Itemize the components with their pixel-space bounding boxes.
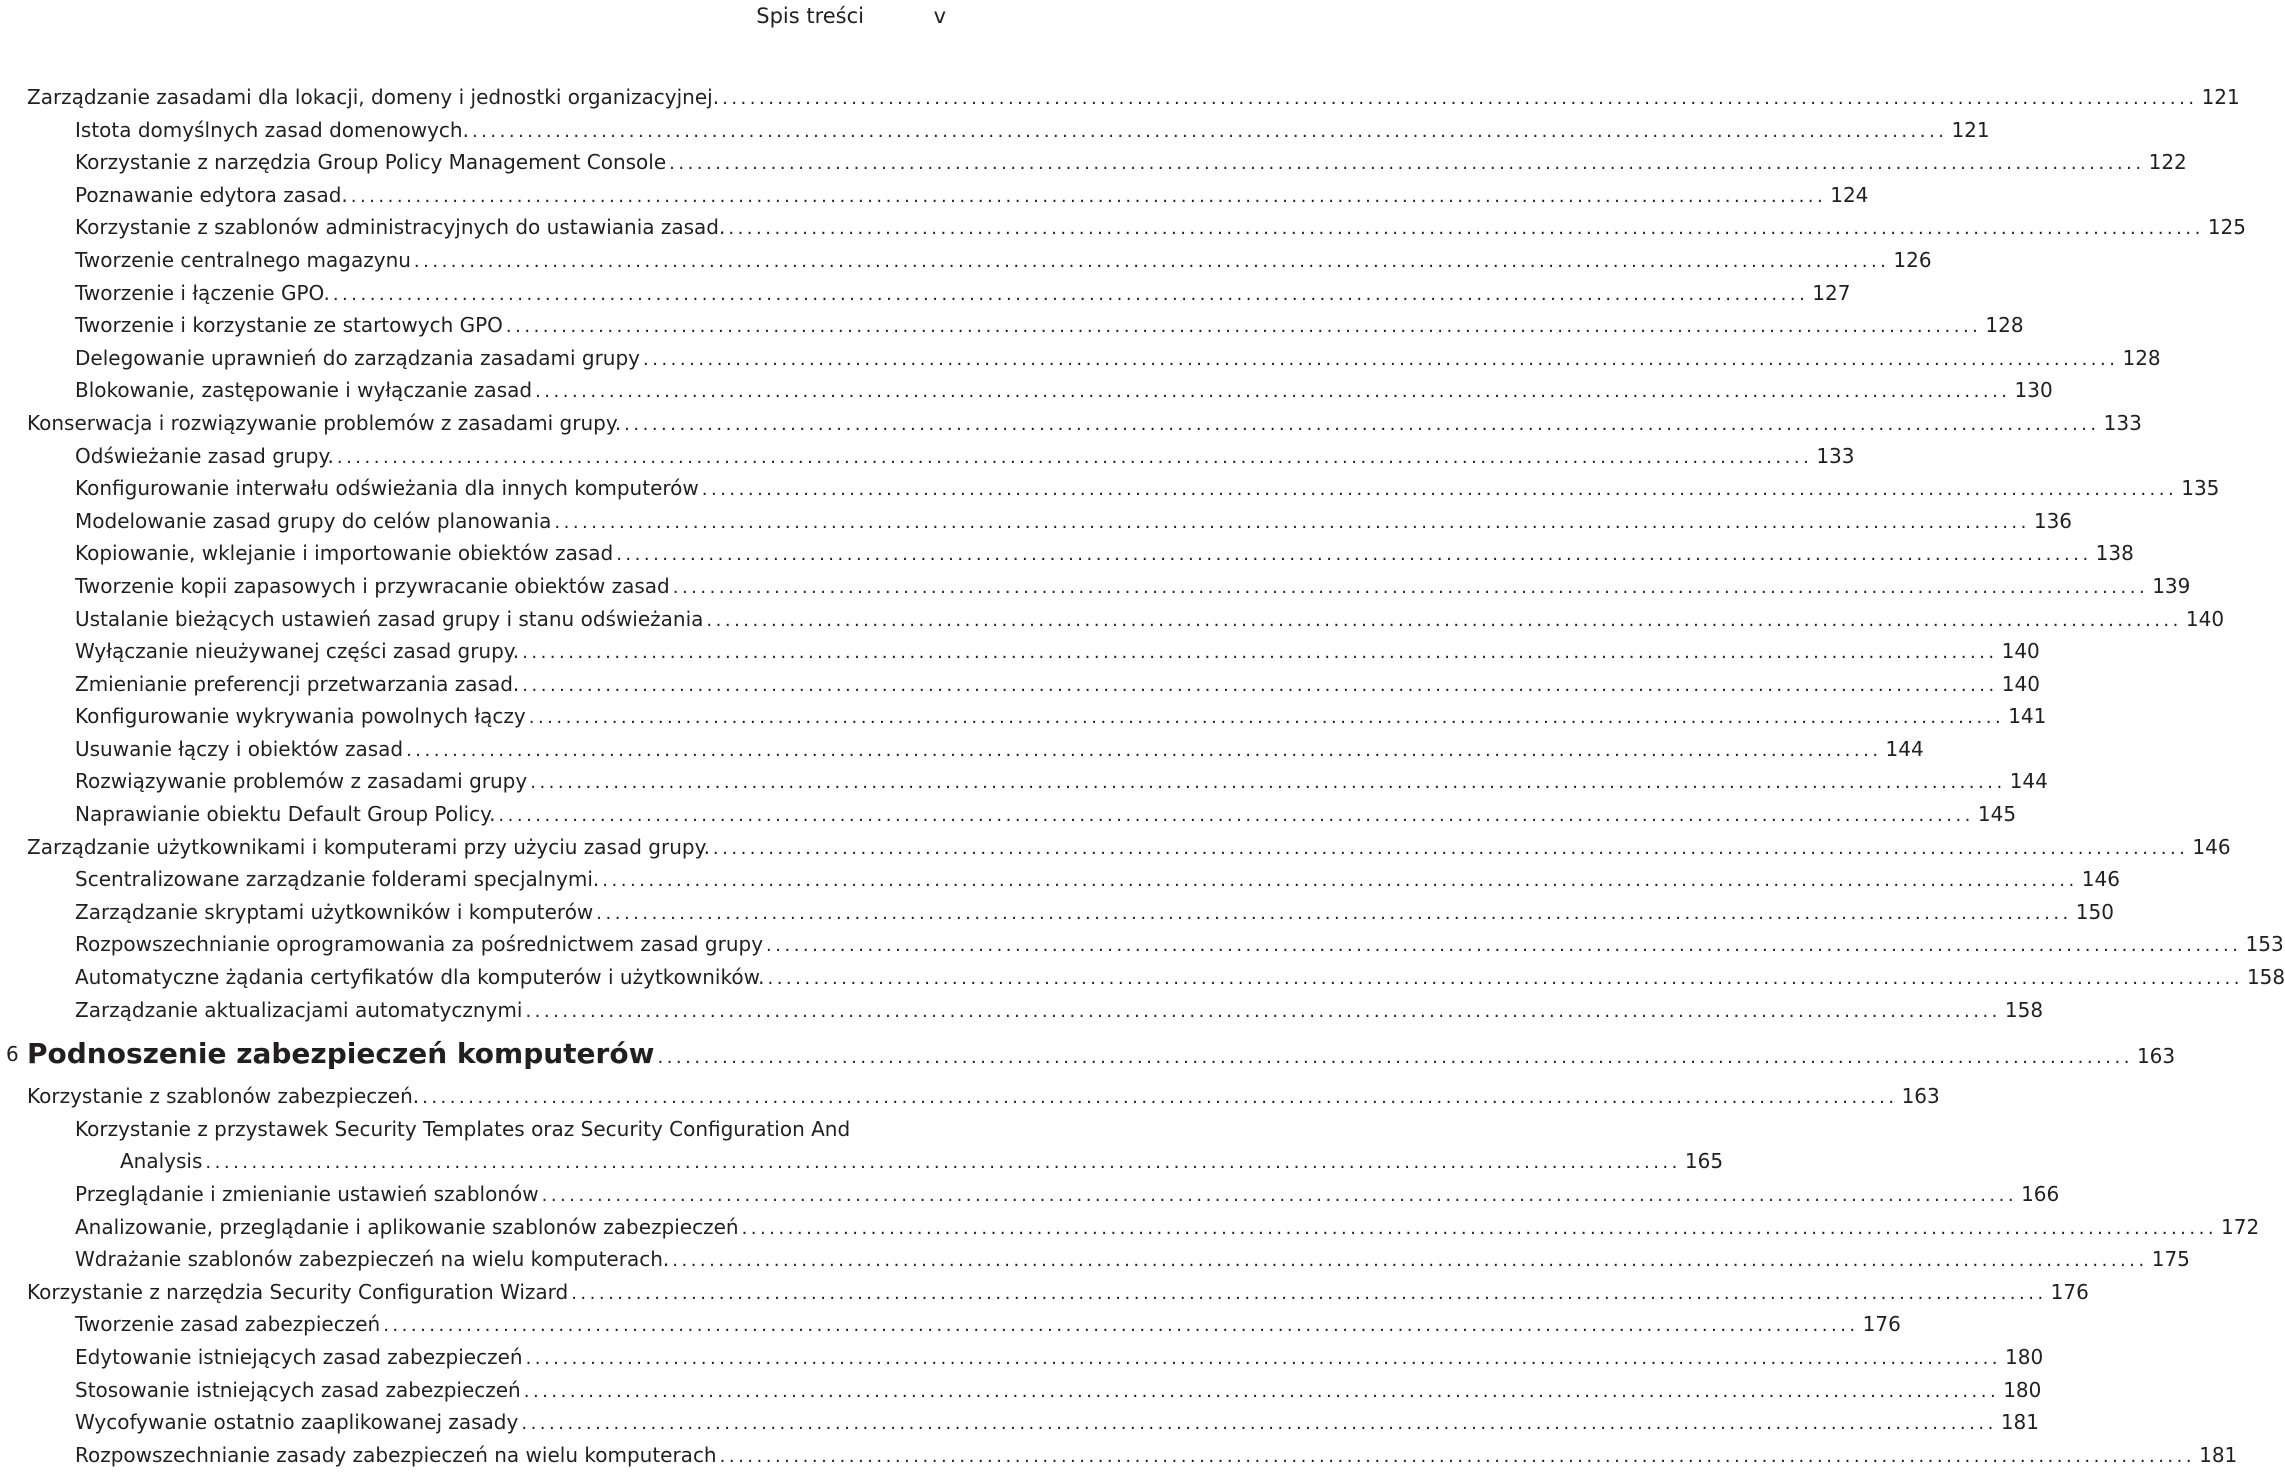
dot-leader: ................................................................................................................................................................	[205, 1152, 1681, 1174]
dot-leader: ................................................................................................................................................................	[767, 968, 2243, 990]
chapter-entry	[0, 1028, 2176, 1080]
toc-entry-title: Scentralizowane zarządzanie folderami specjalnymi.	[75, 867, 600, 892]
toc-page-number: 128	[1985, 313, 2024, 338]
toc-entry-title: Wycofywanie ostatnio zaaplikowanej zasady	[75, 1410, 519, 1435]
dot-leader: ................................................................................................................................................................	[535, 381, 2011, 403]
dot-leader: ................................................................................................................................................................	[741, 1217, 2218, 1239]
toc-entry-title: Ustalanie bieżących ustawień zasad grupy i stanu odświeżania	[75, 606, 704, 631]
subsection-entry	[0, 635, 2040, 668]
dot-leader: ................................................................................................................................................................	[525, 1347, 2002, 1369]
toc-page-number: 176	[2050, 1279, 2089, 1304]
dot-leader: ................................................................................................................................................................	[406, 739, 1882, 761]
dot-leader: ................................................................................................................................................................	[336, 446, 1813, 468]
toc-page-number: 146	[2192, 834, 2231, 859]
toc-page-number: 163	[1901, 1084, 1940, 1109]
subsection-entry	[0, 733, 1924, 766]
subsection-entry	[0, 440, 1855, 473]
dot-leader: ................................................................................................................................................................	[541, 1185, 2018, 1206]
toc-page-number: 128	[2122, 345, 2161, 370]
toc-page-number: 163	[2136, 1044, 2176, 1069]
toc-page-number: 138	[2095, 541, 2134, 566]
header-page-number: v	[933, 4, 946, 28]
dot-leader: ................................................................................................................................................................	[522, 642, 1998, 664]
dot-leader: ................................................................................................................................................................	[706, 609, 2182, 631]
dot-leader: ................................................................................................................................................................	[657, 1047, 2133, 1069]
subsection-entry	[0, 505, 2073, 538]
subsection-entry	[0, 1308, 1901, 1341]
subsection-entry	[0, 1374, 2042, 1407]
toc-page-number: 141	[2008, 704, 2047, 729]
toc-page-number: 180	[2005, 1344, 2044, 1369]
header-title: Spis treści	[756, 4, 864, 28]
toc-entry-title: Rozpowszechnianie oprogramowania za pośrednictwem zasad grupy	[75, 932, 764, 957]
toc-page-number: 146	[2081, 867, 2120, 892]
chapter-number: 6	[6, 1042, 19, 1067]
toc-page-number: 125	[2207, 215, 2246, 240]
section-entry	[0, 81, 2240, 114]
chapter-title: Podnoszenie zabezpieczeń komputerów	[27, 1037, 655, 1071]
toc-page-number: 172	[2221, 1214, 2260, 1239]
dot-leader: ................................................................................................................................................................	[571, 1282, 2047, 1304]
dot-leader: ................................................................................................................................................................	[505, 316, 1982, 338]
dot-leader: ................................................................................................................................................................	[669, 153, 2145, 175]
dot-leader: ................................................................................................................................................................	[596, 902, 2072, 924]
toc-entry-title: Zarządzanie użytkownikami i komputerami przy użyciu zasad grupy.	[27, 834, 710, 859]
toc-entry-title: Analizowanie, przeglądanie i aplikowanie szablonów zabezpieczeń	[75, 1214, 739, 1239]
toc-page-number: 150	[2075, 899, 2114, 924]
toc-page-number: 140	[2185, 606, 2225, 631]
toc-entry-title: Rozwiązywanie problemów z zasadami grupy	[75, 769, 528, 794]
dot-leader: ................................................................................................................................................................	[332, 283, 1809, 305]
toc-entry-title: Usuwanie łączy i obiektów zasad	[75, 736, 404, 761]
toc-entry-title: Poznawanie edytora zasad.	[75, 182, 348, 207]
toc-page-number: 165	[1684, 1149, 1724, 1174]
toc-entry-title: Tworzenie centralnego magazynu	[75, 247, 411, 272]
toc-entry-title: Tworzenie i korzystanie ze startowych GPO	[75, 313, 503, 338]
dot-leader: ................................................................................................................................................................	[525, 1000, 2001, 1022]
dot-leader: ................................................................................................................................................................	[530, 772, 2006, 794]
toc-entry-title: Automatyczne żądania certyfikatów dla komputerów i użytkowników.	[75, 965, 765, 990]
section-entry	[0, 1276, 2089, 1309]
toc-entry-title: Konserwacja i rozwiązywanie problemów z zasadami grupy.	[27, 410, 622, 435]
section-entry	[0, 407, 2142, 440]
toc-entry-title: Korzystanie z przystawek Security Templates oraz Security Configuration And	[75, 1116, 851, 1141]
section-entry	[0, 831, 2231, 864]
dot-leader: ................................................................................................................................................................	[728, 218, 2204, 240]
table-of-contents	[0, 81, 2285, 1471]
toc-entry-title: Modelowanie zasad grupy do celów planowania	[75, 508, 552, 533]
toc-page-number: 140	[2001, 671, 2040, 696]
dot-leader: ................................................................................................................................................................	[602, 870, 2078, 892]
dot-leader: ................................................................................................................................................................	[522, 674, 1998, 696]
dot-leader: ................................................................................................................................................................	[521, 1413, 1997, 1435]
subsection-entry	[0, 277, 1851, 310]
toc-entry	[0, 1113, 960, 1146]
subsection-entry	[0, 114, 1990, 147]
toc-page-number: 121	[1951, 117, 1990, 142]
dot-leader: ................................................................................................................................................................	[422, 1087, 1898, 1109]
subsection-entry	[0, 863, 2120, 896]
subsection-entry	[0, 961, 2285, 994]
toc-page-number: 133	[2103, 410, 2142, 435]
subsection-entry	[0, 1178, 2060, 1211]
toc-page-number: 140	[2001, 639, 2040, 664]
toc-page-number: 158	[2246, 965, 2285, 990]
toc-page-number: 145	[1977, 802, 2017, 827]
toc-entry-title: Naprawianie obiektu Default Group Policy.	[75, 802, 496, 827]
subsection-entry	[0, 1439, 2238, 1472]
subsection-entry	[0, 374, 2053, 407]
toc-entry-continuation	[0, 1145, 1724, 1178]
toc-entry-title: Korzystanie z szablonów administracyjnych do ustawiania zasad.	[75, 215, 726, 240]
toc-page-number: 124	[1830, 182, 1869, 207]
dot-leader: ................................................................................................................................................................	[701, 479, 2178, 501]
toc-entry-title: Zarządzanie zasadami dla lokacji, domeny i jednostki organizacyjnej.	[27, 85, 720, 109]
toc-page-number: 166	[2021, 1182, 2060, 1206]
toc-entry-title-continuation: Analysis	[120, 1149, 203, 1174]
toc-entry-title: Korzystanie z szablonów zabezpieczeń.	[27, 1084, 420, 1109]
toc-page-number: 126	[1893, 247, 1932, 272]
toc-page-number: 121	[2201, 85, 2240, 109]
dot-leader: ................................................................................................................................................................	[712, 837, 2189, 859]
dot-leader: ................................................................................................................................................................	[766, 935, 2242, 957]
toc-page-number: 122	[2148, 150, 2187, 175]
toc-entry-title: Tworzenie i łączenie GPO.	[75, 280, 330, 305]
toc-entry-title: Przeglądanie i zmienianie ustawień szablonów	[75, 1182, 539, 1206]
subsection-entry	[0, 1243, 2190, 1276]
toc-page-number: 181	[2199, 1442, 2238, 1467]
subsection-entry	[0, 211, 2246, 244]
dot-leader: ................................................................................................................................................................	[624, 413, 2100, 435]
dot-leader: ................................................................................................................................................................	[643, 348, 2119, 370]
subsection-entry	[0, 244, 1932, 277]
toc-entry-title: Korzystanie z narzędzia Group Policy Management Console	[75, 150, 667, 175]
dot-leader: ................................................................................................................................................................	[350, 185, 1827, 207]
dot-leader: ................................................................................................................................................................	[672, 1250, 2148, 1272]
subsection-entry	[0, 994, 2044, 1027]
dot-leader: ................................................................................................................................................................	[498, 805, 1974, 827]
toc-entry-title: Tworzenie kopii zapasowych i przywracanie obiektów zasad	[75, 573, 670, 598]
toc-entry-title: Wdrażanie szablonów zabezpieczeń na wielu komputerach.	[75, 1247, 670, 1272]
toc-page-number: 158	[2004, 997, 2044, 1022]
subsection-entry	[0, 798, 2017, 831]
dot-leader: ................................................................................................................................................................	[383, 1315, 1859, 1337]
dot-leader: ................................................................................................................................................................	[722, 88, 2198, 109]
toc-page-number: 144	[2009, 769, 2048, 794]
dot-leader: ................................................................................................................................................................	[554, 511, 2030, 533]
toc-entry-title: Zarządzanie skryptami użytkowników i komputerów	[75, 899, 594, 924]
dot-leader: ................................................................................................................................................................	[616, 544, 2092, 566]
toc-entry-title: Korzystanie z narzędzia Security Configuration Wizard	[27, 1279, 569, 1304]
subsection-entry	[0, 309, 2024, 342]
subsection-entry	[0, 928, 2284, 961]
subsection-entry	[0, 146, 2187, 179]
toc-entry-title: Odświeżanie zasad grupy.	[75, 443, 334, 468]
toc-entry-title: Delegowanie uprawnień do zarządzania zasadami grupy	[75, 345, 640, 370]
dot-leader: ................................................................................................................................................................	[528, 707, 2005, 729]
toc-entry-title: Istota domyślnych zasad domenowych.	[75, 117, 469, 142]
subsection-entry	[0, 1211, 2260, 1244]
subsection-entry	[0, 342, 2161, 375]
subsection-entry	[0, 668, 2040, 701]
toc-page-number: 139	[2152, 573, 2191, 598]
toc-page-number: 144	[1885, 736, 1924, 761]
running-header	[0, 4, 960, 28]
toc-page-number: 180	[2003, 1377, 2042, 1402]
dot-leader: ................................................................................................................................................................	[413, 250, 1890, 272]
dot-leader: ................................................................................................................................................................	[523, 1380, 2000, 1402]
toc-page-number: 136	[2033, 508, 2073, 533]
toc-page-number: 135	[2181, 476, 2220, 501]
subsection-entry	[0, 1341, 2044, 1374]
subsection-entry	[0, 570, 2191, 603]
toc-entry-title: Stosowanie istniejących zasad zabezpieczeń	[75, 1377, 521, 1402]
subsection-entry	[0, 765, 2048, 798]
toc-page-number: 176	[1862, 1312, 1901, 1337]
toc-entry-title: Blokowanie, zastępowanie i wyłączanie zasad	[75, 378, 533, 403]
subsection-entry	[0, 1406, 2039, 1439]
toc-entry-title: Kopiowanie, wklejanie i importowanie obiektów zasad	[75, 541, 614, 566]
toc-page-number: 130	[2014, 378, 2053, 403]
toc-entry-title: Konfigurowanie interwału odświeżania dla innych komputerów	[75, 476, 699, 501]
dot-leader: ................................................................................................................................................................	[672, 576, 2149, 598]
toc-page-number: 181	[2000, 1410, 2039, 1435]
toc-entry-title: Zarządzanie aktualizacjami automatycznymi	[75, 997, 523, 1022]
subsection-entry	[0, 603, 2225, 636]
subsection-entry	[0, 472, 2220, 505]
dot-leader: ................................................................................................................................................................	[719, 1445, 2196, 1467]
subsection-entry	[0, 537, 2134, 570]
subsection-entry	[0, 179, 1869, 212]
dot-leader: ................................................................................................................................................................	[471, 120, 1948, 142]
toc-entry-title: Wyłączanie nieużywanej części zasad grupy.	[75, 639, 520, 664]
toc-entry-title: Tworzenie zasad zabezpieczeń	[75, 1312, 381, 1337]
toc-page-number: 127	[1812, 280, 1851, 305]
toc-entry-title: Rozpowszechnianie zasady zabezpieczeń na wielu komputerach	[75, 1442, 717, 1467]
subsection-entry	[0, 896, 2114, 929]
toc-page-number: 133	[1816, 443, 1855, 468]
section-entry	[0, 1080, 1940, 1113]
toc-page-number: 175	[2151, 1247, 2190, 1272]
toc-entry-title: Konfigurowanie wykrywania powolnych łączy	[75, 704, 526, 729]
toc-page-number: 153	[2245, 932, 2284, 957]
toc-entry-title: Edytowanie istniejących zasad zabezpieczeń	[75, 1344, 523, 1369]
toc-entry-title: Zmienianie preferencji przetwarzania zasad.	[75, 671, 520, 696]
subsection-entry	[0, 700, 2047, 733]
